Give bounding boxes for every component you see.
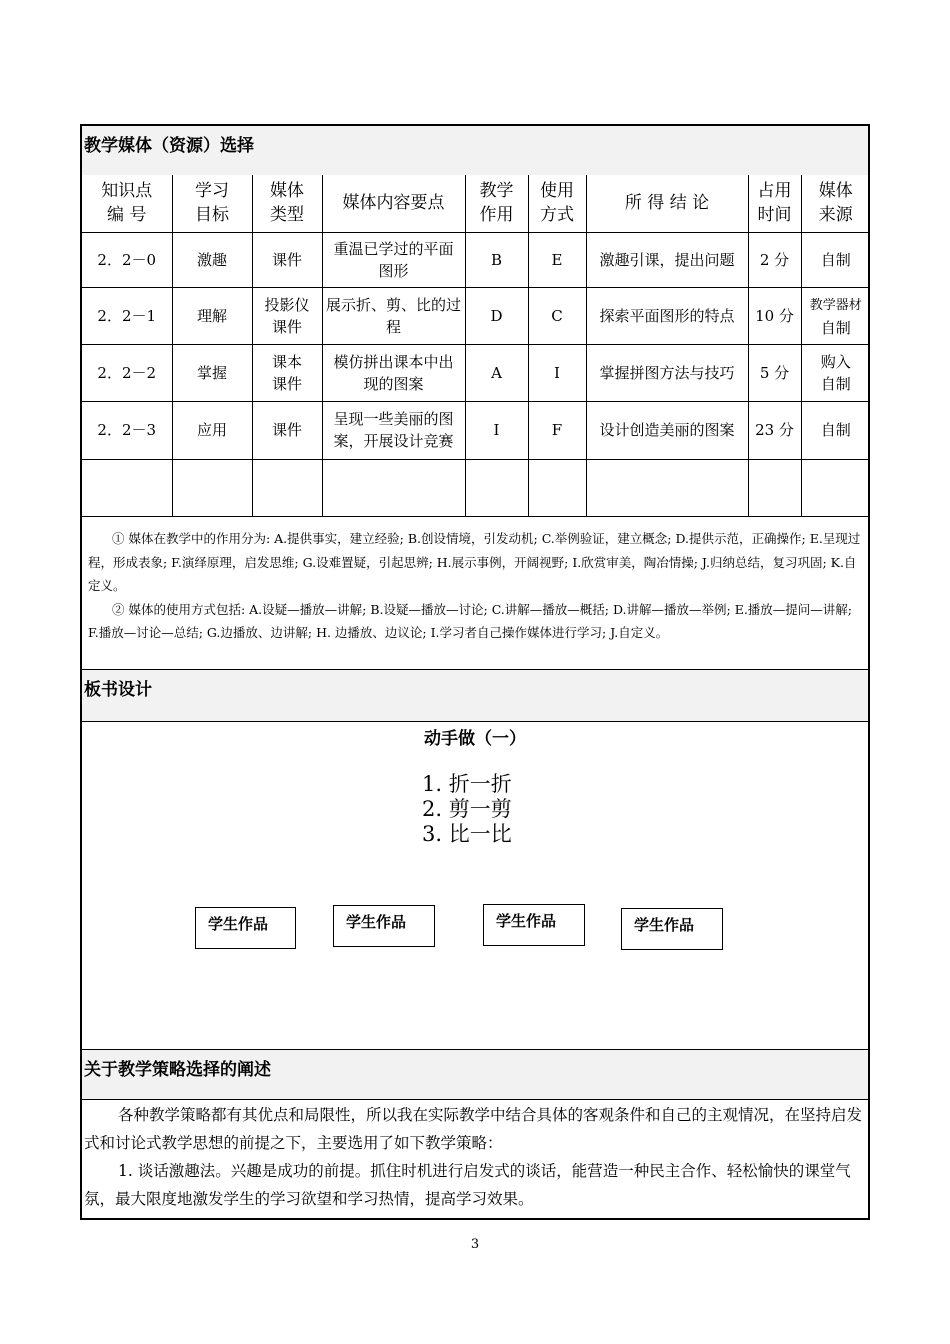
student-work-box: 学生作品 (333, 905, 435, 947)
cell-method: E (528, 232, 586, 287)
media-table (82, 175, 870, 517)
cell-role: I (465, 401, 528, 459)
strategy-text (84, 1101, 868, 1213)
board-item: 3. 比一比 (422, 822, 512, 846)
board-item: 1. 折一折 (422, 772, 512, 796)
header-cell: 所 得 结 论 (586, 175, 748, 232)
cell-goal: 激趣 (172, 232, 252, 287)
cell-source: 自制 (801, 232, 870, 287)
cell-time: 10 分 (748, 287, 801, 344)
cell-id: 2．2－3 (82, 401, 172, 459)
cell-conclusion: 激趣引课，提出问题 (586, 232, 748, 287)
cell-id: 2．2－0 (82, 232, 172, 287)
cell-content: 展示折、剪、比的过 程 (322, 287, 465, 344)
strategy-paragraph: 1. 谈话激趣法。兴趣是成功的前提。抓住时机进行启发式的谈话，能营造一种民主合作、轻松愉快的课堂气氛，最大限度地激发学生的学习欲望和学习热情，提高学习效果。 (84, 1162, 851, 1208)
cell-source: 教学器材 自制 (801, 287, 870, 344)
cell-goal: 掌握 (172, 344, 252, 401)
table-row-empty (82, 459, 870, 516)
header-cell: 媒体 类型 (252, 175, 322, 232)
board-items (422, 772, 512, 847)
media-notes (88, 527, 866, 645)
cell-conclusion: 设计创造美丽的图案 (586, 401, 748, 459)
board-title: 动手做（一） (424, 729, 526, 749)
cell-type: 课本 课件 (252, 344, 322, 401)
header-cell: 使用 方式 (528, 175, 586, 232)
student-work-box: 学生作品 (483, 904, 585, 946)
header-cell: 媒体内容要点 (322, 175, 465, 232)
header-cell: 知识点 编 号 (82, 175, 172, 232)
page-number: 3 (470, 1237, 480, 1252)
board-section-title: 板书设计 (82, 670, 868, 721)
table-row (82, 287, 870, 344)
cell-goal: 应用 (172, 401, 252, 459)
header-cell: 教学 作用 (465, 175, 528, 232)
table-row (82, 401, 870, 459)
cell-method: F (528, 401, 586, 459)
table-header-row (82, 175, 870, 232)
student-work-box: 学生作品 (195, 907, 296, 949)
student-work-box: 学生作品 (621, 908, 723, 950)
cell-method: I (528, 344, 586, 401)
cell-goal: 理解 (172, 287, 252, 344)
cell-role: B (465, 232, 528, 287)
note-roles: ① 媒体在教学中的作用分为: A.提供事实，建立经验; B.创设情境，引发动机; C.举例验证，建立概念; D.提供示范，正确操作; E.呈现过程，形成表象; F.演绎原理，启发思维; G.设难置疑，引起思辨; H.展示事例，开阔视野; I.欣赏审美，陶冶情操; J.归纳总结，复习巩固; K.自定义。 (88, 531, 861, 593)
strategy-section-title: 关于教学策略选择的阐述 (82, 1050, 868, 1099)
strategy-paragraph: 各种教学策略都有其优点和局限性，所以我在实际教学中结合具体的客观条件和自己的主观情况，在坚持启发式和讨论式教学思想的前提之下，主要选用了如下教学策略： (84, 1106, 863, 1152)
cell-time: 5 分 (748, 344, 801, 401)
cell-type: 课件 (252, 232, 322, 287)
cell-content: 呈现一些美丽的图 案，开展设计竞赛 (322, 401, 465, 459)
note-methods: ② 媒体的使用方式包括: A.设疑—播放—讲解; B.设疑—播放—讨论; C.讲解—播放—概括; D.讲解—播放—举例; E.播放—提问—讲解; F.播放—讨论—总结; G.边播放、边讲解; H. 边播放、边议论; I.学习者自己操作媒体进行学习; J.自定义。 (88, 601, 853, 640)
cell-type: 课件 (252, 401, 322, 459)
document-frame (80, 124, 870, 1220)
cell-type: 投影仪 课件 (252, 287, 322, 344)
header-cell: 媒体 来源 (801, 175, 870, 232)
media-section-title: 教学媒体（资源）选择 (82, 126, 868, 175)
cell-role: A (465, 344, 528, 401)
cell-id: 2．2－1 (82, 287, 172, 344)
cell-time: 23 分 (748, 401, 801, 459)
cell-conclusion: 掌握拼图方法与技巧 (586, 344, 748, 401)
cell-source: 自制 (801, 401, 870, 459)
cell-content: 模仿拼出课本中出 现的图案 (322, 344, 465, 401)
cell-conclusion: 探索平面图形的特点 (586, 287, 748, 344)
header-cell: 学习 目标 (172, 175, 252, 232)
cell-role: D (465, 287, 528, 344)
board-item: 2. 剪一剪 (422, 797, 512, 821)
cell-content: 重温已学过的平面 图形 (322, 232, 465, 287)
cell-method: C (528, 287, 586, 344)
table-row (82, 232, 870, 287)
table-row (82, 344, 870, 401)
cell-id: 2．2－2 (82, 344, 172, 401)
cell-source: 购入 自制 (801, 344, 870, 401)
cell-time: 2 分 (748, 232, 801, 287)
header-cell: 占用 时间 (748, 175, 801, 232)
